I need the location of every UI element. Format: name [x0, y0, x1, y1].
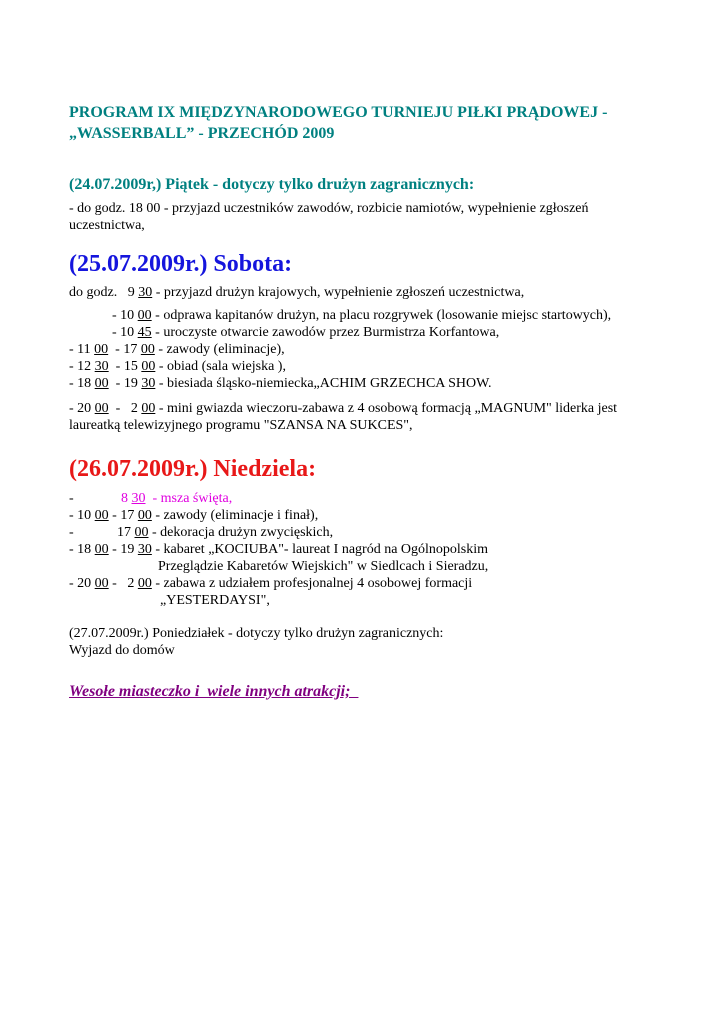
- schedule-line: [69, 541, 488, 558]
- time-text: - 17: [108, 342, 141, 357]
- event-text: - odprawa kapitanów drużyn, na placu rozgrywek (losowanie miejsc startowych),: [151, 308, 612, 323]
- time-minutes: 00: [141, 359, 156, 374]
- event-text: - msza święta,: [145, 491, 233, 506]
- time-minutes: 00: [141, 401, 156, 416]
- schedule-line: [69, 358, 286, 375]
- time-text: - 18: [69, 376, 95, 391]
- time-text: - 10: [69, 508, 95, 523]
- schedule-line-dash: -: [69, 525, 74, 540]
- event-text: - zabawa z udziałem profesjonalnej 4 osobowej formacji: [151, 576, 473, 591]
- time-text: - 2: [108, 576, 138, 591]
- event-text: - zawody (eliminacje i finał),: [151, 508, 319, 523]
- schedule-line: [69, 507, 318, 524]
- time-text: - 12: [69, 359, 95, 374]
- time-minutes: 00: [94, 401, 109, 416]
- schedule-line: [69, 400, 617, 417]
- time-text: - 19: [108, 376, 142, 391]
- schedule-line: [69, 284, 524, 301]
- time-text: - 20: [69, 401, 95, 416]
- time-minutes: 30: [131, 491, 146, 506]
- time-text: 17: [117, 525, 135, 540]
- title-line-2: „WASSERBALL” - PRZECHÓD 2009: [69, 125, 335, 142]
- title-line-1: PROGRAM IX MIĘDZYNARODOWEGO TURNIEJU PIŁKI PRĄDOWEJ -: [69, 104, 608, 121]
- time-text: 8: [121, 491, 132, 506]
- time-minutes: 30: [137, 542, 152, 557]
- time-minutes: 00: [94, 376, 109, 391]
- friday-heading: (24.07.2009r,) Piątek - dotyczy tylko drużyn zagranicznych:: [69, 176, 475, 193]
- event-text: - uroczyste otwarcie zawodów przez Burmistrza Korfantowa,: [151, 325, 500, 340]
- monday-line-2: Wyjazd do domów: [69, 643, 175, 658]
- schedule-line-continuation: Przeglądzie Kabaretów Wiejskich" w Siedlcach i Sieradzu,: [158, 559, 489, 574]
- event-text: - biesiada śląsko-niemiecka„ACHIM GRZECHCA SHOW.: [155, 376, 492, 391]
- time-text: - 15: [108, 359, 142, 374]
- event-text: - mini gwiazda wieczoru-zabawa z 4 osobową formacją „MAGNUM" liderka jest: [155, 401, 618, 416]
- time-minutes: 00: [137, 308, 152, 323]
- event-text: - obiad (sala wiejska ),: [155, 359, 286, 374]
- time-text: - 17: [108, 508, 138, 523]
- schedule-line: [117, 524, 333, 541]
- event-text: - dekoracja drużyn zwycięskich,: [148, 525, 334, 540]
- schedule-line: [69, 575, 472, 592]
- time-text: - 18: [69, 542, 95, 557]
- time-text: - 20: [69, 576, 95, 591]
- sunday-heading: (26.07.2009r.) Niedziela:: [69, 456, 317, 482]
- schedule-line: [112, 307, 611, 324]
- time-text: - 10: [112, 308, 138, 323]
- time-text: - 2: [108, 401, 142, 416]
- mass-line: [121, 490, 232, 507]
- time-minutes: 00: [137, 576, 152, 591]
- event-text: - kabaret „KOCIUBA"- laureat I nagród na Ogólnopolskim: [151, 542, 489, 557]
- friday-line-1: - do godz. 18 00 - przyjazd uczestników zawodów, rozbicie namiotów, wypełnienie zgłoszeń: [69, 201, 589, 216]
- time-minutes: 30: [94, 359, 109, 374]
- time-minutes: 00: [94, 576, 109, 591]
- time-minutes: 00: [94, 542, 109, 557]
- time-minutes: 00: [140, 342, 155, 357]
- monday-line-1: (27.07.2009r.) Poniedziałek - dotyczy tylko drużyn zagranicznych:: [69, 626, 444, 641]
- schedule-line-continuation: laureatką telewizyjnego programu "SZANSA NA SUKCES",: [69, 418, 413, 433]
- schedule-line-dash: -: [69, 491, 74, 506]
- time-minutes: 00: [94, 508, 109, 523]
- event-text: - przyjazd drużyn krajowych, wypełnienie zgłoszeń uczestnictwa,: [152, 285, 525, 300]
- time-minutes: 00: [134, 525, 149, 540]
- event-text: - zawody (eliminacje),: [154, 342, 285, 357]
- time-text: - 10: [112, 325, 138, 340]
- schedule-line: [112, 324, 499, 341]
- schedule-line-continuation: „YESTERDAYSI",: [160, 593, 270, 608]
- schedule-line: [69, 375, 492, 392]
- time-minutes: 30: [138, 285, 153, 300]
- time-minutes: 30: [141, 376, 156, 391]
- saturday-heading: (25.07.2009r.) Sobota:: [69, 251, 293, 277]
- time-minutes: 00: [94, 342, 109, 357]
- time-text: - 19: [108, 542, 138, 557]
- time-text: do godz. 9: [69, 285, 139, 300]
- time-text: - 11: [69, 342, 95, 357]
- time-minutes: 45: [137, 325, 152, 340]
- friday-line-2: uczestnictwa,: [69, 218, 145, 233]
- time-minutes: 00: [137, 508, 152, 523]
- schedule-line: [69, 341, 285, 358]
- attractions-footer: Wesołe miasteczko i wiele innych atrakcji;: [69, 683, 359, 700]
